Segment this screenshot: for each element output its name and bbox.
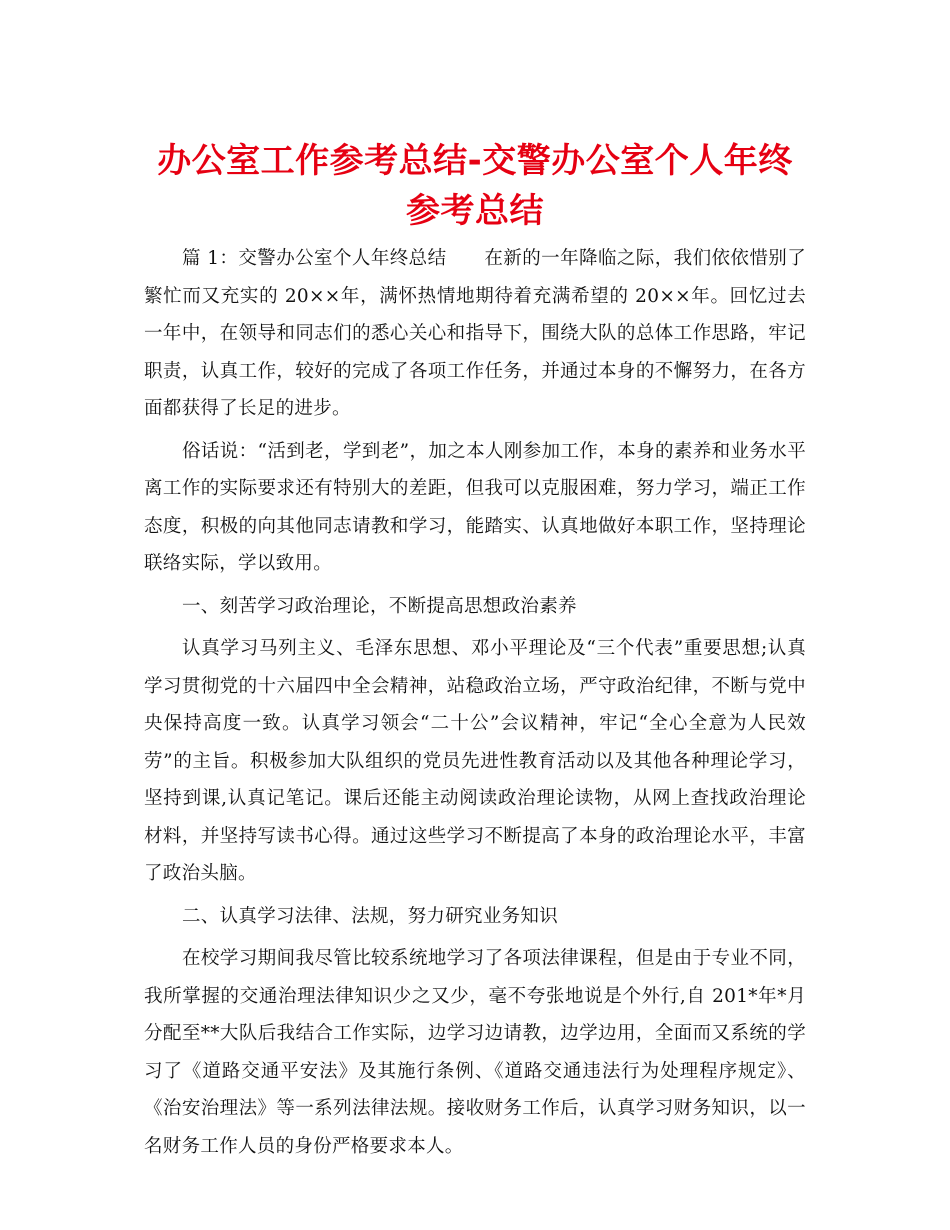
body-paragraph: 俗话说：“活到老，学到老”，加之本人刚参加工作，本身的素养和业务水平离工作的实际要求还有特别大的差距，但我可以克服困难，努力学习，端正工作态度，积极的向其他同志请教和学习，能踏实、认真地做好本职工作，坚持理论联络实际，学以致用。 xyxy=(144,440,806,574)
section-heading-2: 二、认真学习法律、法规，努力研究业务知识 xyxy=(182,905,559,927)
document-body xyxy=(144,240,806,1165)
section-heading-1: 一、刻苦学习政治理论，不断提高思想政治素养 xyxy=(182,595,577,617)
intro-paragraph: 篇 1：交警办公室个人年终总结 在新的一年降临之际，我们依依惜别了繁忙而又充实的 20××年，满怀热情地期待着充满希望的 20××年。回忆过去一年中，在领导和同志们的悉心关心和指导下，围绕大队的总体工作思路，牢记职责，认真工作，较好的完成了各项工作任务，并通过本身的不懈努力，在各方面都获得了长足的进步。 xyxy=(144,248,806,419)
document-title: 办公室工作参考总结-交警办公室个人年终参考总结 xyxy=(157,141,793,231)
section-paragraph-2: 在校学习期间我尽管比较系统地学习了各项法律课程，但是由于专业不同，我所掌握的交通治理法律知识少之又少，毫不夸张地说是个外行,自 201*年*月分配至**大队后我结合工作实际，边学习边请教，边学边用，全面而又系统的学习了《道路交通平安法》及其施行条例、《道路交通违法行为处理程序规定》、《治安治理法》等一系列法律法规。接收财务工作后，认真学习财务知识，以一名财务工作人员的身份严格要求本人。 xyxy=(144,948,806,1157)
section-paragraph-1: 认真学习马列主义、毛泽东思想、邓小平理论及“三个代表”重要思想;认真学习贯彻党的十六届四中全会精神，站稳政治立场，严守政治纪律，不断与党中央保持高度一致。认真学习领会“二十公”会议精神，牢记“全心全意为人民效劳”的主旨。积极参加大队组织的党员先进性教育活动以及其他各种理论学习，坚持到课,认真记笔记。课后还能主动阅读政治理论读物，从网上查找政治理论材料，并坚持写读书心得。通过这些学习不断提高了本身的政治理论水平，丰富了政治头脑。 xyxy=(144,638,806,884)
